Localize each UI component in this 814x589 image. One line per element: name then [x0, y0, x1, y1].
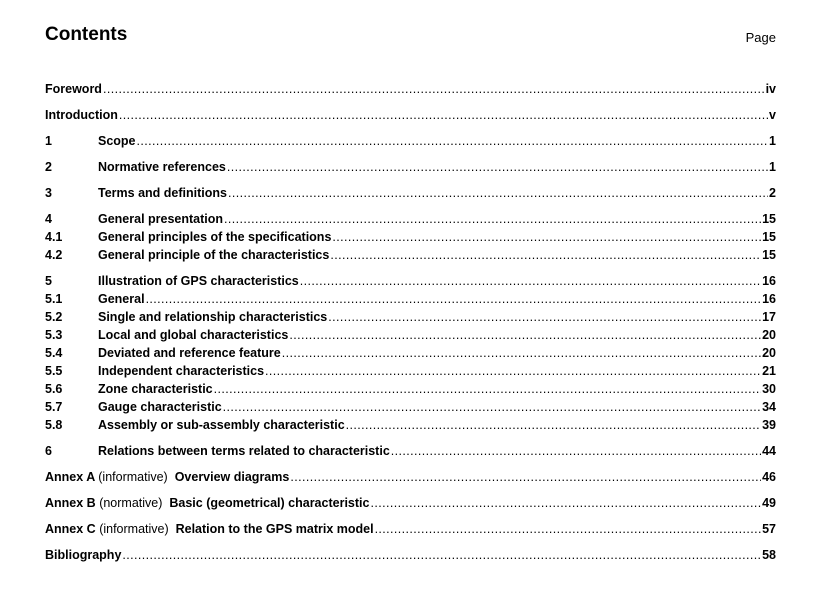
toc-entry-bibliography[interactable]: [45, 546, 776, 564]
dot-leader: [346, 416, 761, 434]
toc-entry-5-4[interactable]: [45, 344, 776, 362]
toc-entry-page: 44: [762, 444, 776, 458]
toc-entry-label: Overview diagrams: [174, 470, 290, 484]
toc-entry-5-2[interactable]: [45, 308, 776, 326]
toc-entry-label: Assembly or sub-assembly characteristic: [98, 418, 345, 432]
dot-leader: [370, 494, 761, 512]
toc-entry-number: 5.1: [45, 292, 63, 306]
toc-entry-annex-a[interactable]: [45, 468, 776, 486]
dot-leader: [228, 184, 768, 202]
toc-entry-number: 4: [45, 212, 52, 226]
dot-leader: [328, 308, 761, 326]
toc-entry-5-3[interactable]: [45, 326, 776, 344]
toc-entry-page: 34: [762, 400, 776, 414]
page-column-label: Page: [745, 30, 776, 45]
annex-id: Annex B: [45, 496, 96, 510]
toc-entry-number: 2: [45, 160, 52, 174]
toc-entry-illustration[interactable]: [45, 272, 776, 290]
toc-entry-label: Scope: [98, 134, 136, 148]
dot-leader: [146, 290, 762, 308]
toc-entry-label: Independent characteristics: [98, 364, 265, 378]
dot-leader: [224, 210, 761, 228]
dot-leader: [330, 246, 761, 264]
toc-entry-page: 46: [762, 470, 776, 484]
annex-id: Annex C: [45, 522, 96, 536]
dot-leader: [214, 380, 761, 398]
toc-entry-page: v: [769, 108, 776, 122]
toc-entry-relations[interactable]: [45, 442, 776, 460]
toc-entry-5-8[interactable]: [45, 416, 776, 434]
toc-annex-entry: [45, 468, 289, 486]
dot-leader: [391, 442, 761, 460]
page-title: Contents: [45, 24, 128, 45]
toc-entry-page: 49: [762, 496, 776, 510]
toc-entry-label: Single and relationship characteristics: [98, 310, 328, 324]
toc-entry-page: 39: [762, 418, 776, 432]
dot-leader: [122, 546, 761, 564]
toc-entry-label: General principles of the specifications: [98, 230, 332, 244]
dot-leader: [289, 326, 761, 344]
toc-entry-label: Introduction: [45, 108, 118, 122]
toc-entry-general-presentation[interactable]: [45, 210, 776, 228]
toc-entry-label: General: [98, 292, 145, 306]
toc-entry-page: 16: [762, 274, 776, 288]
dot-leader: [265, 362, 761, 380]
toc-entry-page: 20: [762, 346, 776, 360]
toc-entry-label: Local and global characteristics: [98, 328, 289, 342]
table-of-contents: [45, 80, 776, 564]
toc-entry-label: Normative references: [98, 160, 226, 174]
toc-entry-5-6[interactable]: [45, 380, 776, 398]
toc-entry-label: Basic (geometrical) characteristic: [169, 496, 370, 510]
toc-entry-page: 20: [762, 328, 776, 342]
toc-entry-scope[interactable]: [45, 132, 776, 150]
toc-entry-label: General presentation: [98, 212, 224, 226]
toc-entry-page: 30: [762, 382, 776, 396]
toc-entry-4-2[interactable]: [45, 246, 776, 264]
toc-entry-normative-references[interactable]: [45, 158, 776, 176]
toc-entry-label: Bibliography: [45, 548, 122, 562]
toc-entry-page: 57: [762, 522, 776, 536]
toc-entry-5-7[interactable]: [45, 398, 776, 416]
toc-entry-number: 4.2: [45, 248, 63, 262]
toc-entry-terms-and-definitions[interactable]: [45, 184, 776, 202]
toc-entry-foreword[interactable]: [45, 80, 776, 98]
toc-entry-number: 5.7: [45, 400, 63, 414]
toc-entry-label: Terms and definitions: [98, 186, 227, 200]
dot-leader: [290, 468, 761, 486]
toc-entry-number: 1: [45, 134, 52, 148]
toc-entry-number: 5.6: [45, 382, 63, 396]
dot-leader: [375, 520, 762, 538]
toc-entry-number: 4.1: [45, 230, 63, 244]
toc-entry-label: Relations between terms related to characteristic: [98, 444, 390, 458]
annex-qualifier: (informative): [98, 470, 168, 484]
toc-entry-number: 5.5: [45, 364, 63, 378]
toc-entry-5-5[interactable]: [45, 362, 776, 380]
toc-entry-label: Relation to the GPS matrix model: [175, 522, 374, 536]
toc-entry-number: 5.8: [45, 418, 63, 432]
toc-annex-entry: [45, 494, 369, 512]
toc-entry-annex-c[interactable]: [45, 520, 776, 538]
toc-entry-label: Deviated and reference feature: [98, 346, 281, 360]
toc-entry-page: 1: [769, 160, 776, 174]
toc-entry-page: 15: [762, 230, 776, 244]
toc-entry-page: 21: [762, 364, 776, 378]
dot-leader: [227, 158, 768, 176]
toc-entry-page: 17: [762, 310, 776, 324]
toc-entry-label: Foreword: [45, 82, 102, 96]
toc-entry-label: General principle of the characteristics: [98, 248, 330, 262]
toc-entry-page: 15: [762, 248, 776, 262]
toc-entry-page: 1: [769, 134, 776, 148]
toc-annex-entry: [45, 520, 374, 538]
toc-entry-number: 3: [45, 186, 52, 200]
toc-entry-page: 58: [762, 548, 776, 562]
dot-leader: [332, 228, 761, 246]
annex-qualifier: (informative): [99, 522, 169, 536]
dot-leader: [223, 398, 761, 416]
toc-entry-introduction[interactable]: [45, 106, 776, 124]
toc-entry-page: iv: [765, 82, 776, 96]
toc-entry-page: 15: [762, 212, 776, 226]
toc-entry-page: 2: [769, 186, 776, 200]
dot-leader: [300, 272, 761, 290]
dot-leader: [119, 106, 768, 124]
annex-id: Annex A: [45, 470, 95, 484]
toc-entry-label: Gauge characteristic: [98, 400, 222, 414]
toc-entry-4-1[interactable]: [45, 228, 776, 246]
toc-entry-number: 6: [45, 444, 52, 458]
dot-leader: [282, 344, 761, 362]
toc-entry-number: 5: [45, 274, 52, 288]
toc-entry-label: Illustration of GPS characteristics: [98, 274, 299, 288]
toc-entry-number: 5.2: [45, 310, 63, 324]
annex-qualifier: (normative): [99, 496, 163, 510]
toc-entry-annex-b[interactable]: [45, 494, 776, 512]
toc-entry-page: 16: [762, 292, 776, 306]
toc-entry-5-1[interactable]: [45, 290, 776, 308]
toc-entry-label: Zone characteristic: [98, 382, 213, 396]
dot-leader: [137, 132, 769, 150]
dot-leader: [103, 80, 765, 98]
toc-entry-number: 5.4: [45, 346, 63, 360]
toc-entry-number: 5.3: [45, 328, 63, 342]
